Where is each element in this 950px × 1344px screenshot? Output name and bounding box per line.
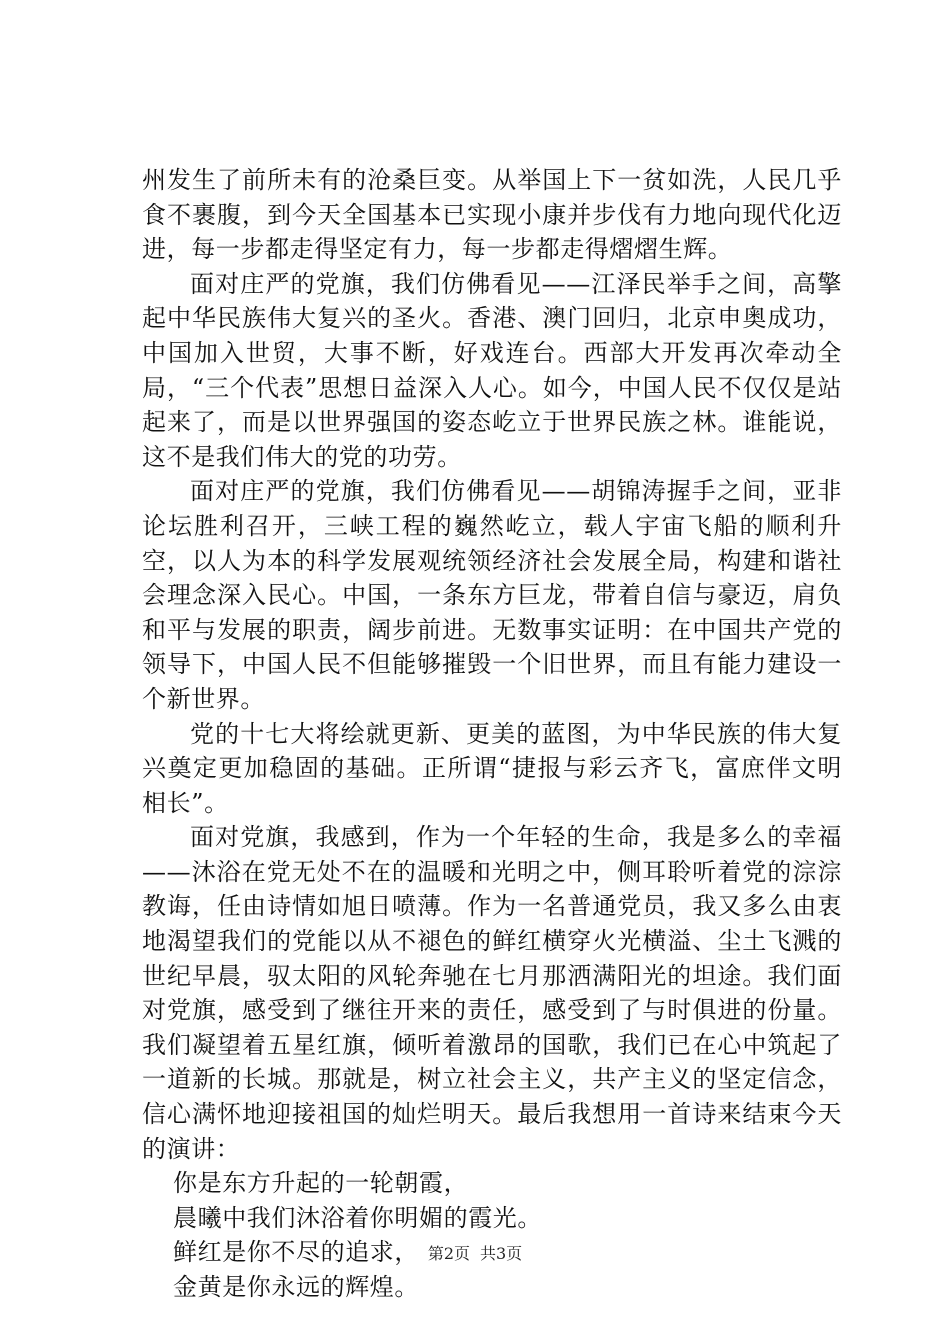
page-total: 共3页 xyxy=(480,1244,523,1263)
paragraph-jiang-zemin: 面对庄严的党旗，我们仿佛看见——江泽民举手之间，高擎起中华民族伟大复兴的圣火。香港、澳门回归，北京申奥成功，中国加入世贸，大事不断，好戏连台。西部大开发再次牵动全局，“三个代表”思想日益深入人心。如今，中国人民不仅仅是站起来了，而是以世界强国的姿态屹立于世界民族之林。谁能说，这不是我们伟大的党的功劳。 xyxy=(142,269,842,471)
paragraph-facing-flag: 面对党旗，我感到，作为一个年轻的生命，我是多么的幸福——沐浴在党无处不在的温暖和光明之中，侧耳聆听着党的淙淙教诲，任由诗情如旭日喷薄。作为一名普通党员，我又多么由衷地渴望我们的党能以从不褪色的鲜红横穿火光横溢、尘土飞溅的世纪早晨，驭太阳的风轮奔驰在七月那洒满阳光的坦途。我们面对党旗，感受到了继往开来的责任，感受到了与时俱进的份量。我们凝望着五星红旗，倾听着激昂的国歌，我们已在心中筑起了一道新的长城。那就是，树立社会主义，共产主义的坚定信念，信心满怀地迎接祖国的灿烂明天。最后我想用一首诗来结束今天的演讲： xyxy=(142,823,842,1163)
page-footer xyxy=(0,1244,950,1264)
paragraph-hu-jintao: 面对庄严的党旗，我们仿佛看见——胡锦涛握手之间，亚非论坛胜利召开，三峡工程的巍然屹立，载人宇宙飞船的顺利升空，以人为本的科学发展观统领经济社会发展全局，构建和谐社会理念深入民心。中国，一条东方巨龙，带着自信与豪迈，肩负和平与发展的职责，阔步前进。无数事实证明：在中国共产党的领导下，中国人民不但能够摧毁一个旧世界，而且有能力建设一个新世界。 xyxy=(142,477,842,713)
poem-line: 晨曦中我们沐浴着你明媚的霞光。 xyxy=(173,1203,542,1232)
paragraph-seventeenth-congress: 党的十七大将绘就更新、更美的蓝图，为中华民族的伟大复兴奠定更加稳固的基础。正所谓“捷报与彩云齐飞，富庶伴文明相长”。 xyxy=(142,719,842,817)
page-number: 第2页 xyxy=(427,1244,470,1263)
poem-line: 你是东方升起的一轮朝霞， xyxy=(173,1169,469,1198)
poem-line: 金黄是你永远的辉煌。 xyxy=(173,1273,419,1301)
poem-line: 鲜红是你不尽的追求， xyxy=(173,1238,419,1267)
poem xyxy=(142,1166,842,1304)
paragraph-continuation: 州发生了前所未有的沧桑巨变。从举国上下一贫如洗，人民几乎食不裹腹，到今天全国基本已实现小康并步伐有力地向现代化迈进，每一步都走得坚定有力，每一步都走得熠熠生辉。 xyxy=(142,166,842,264)
document-body xyxy=(142,163,842,1305)
